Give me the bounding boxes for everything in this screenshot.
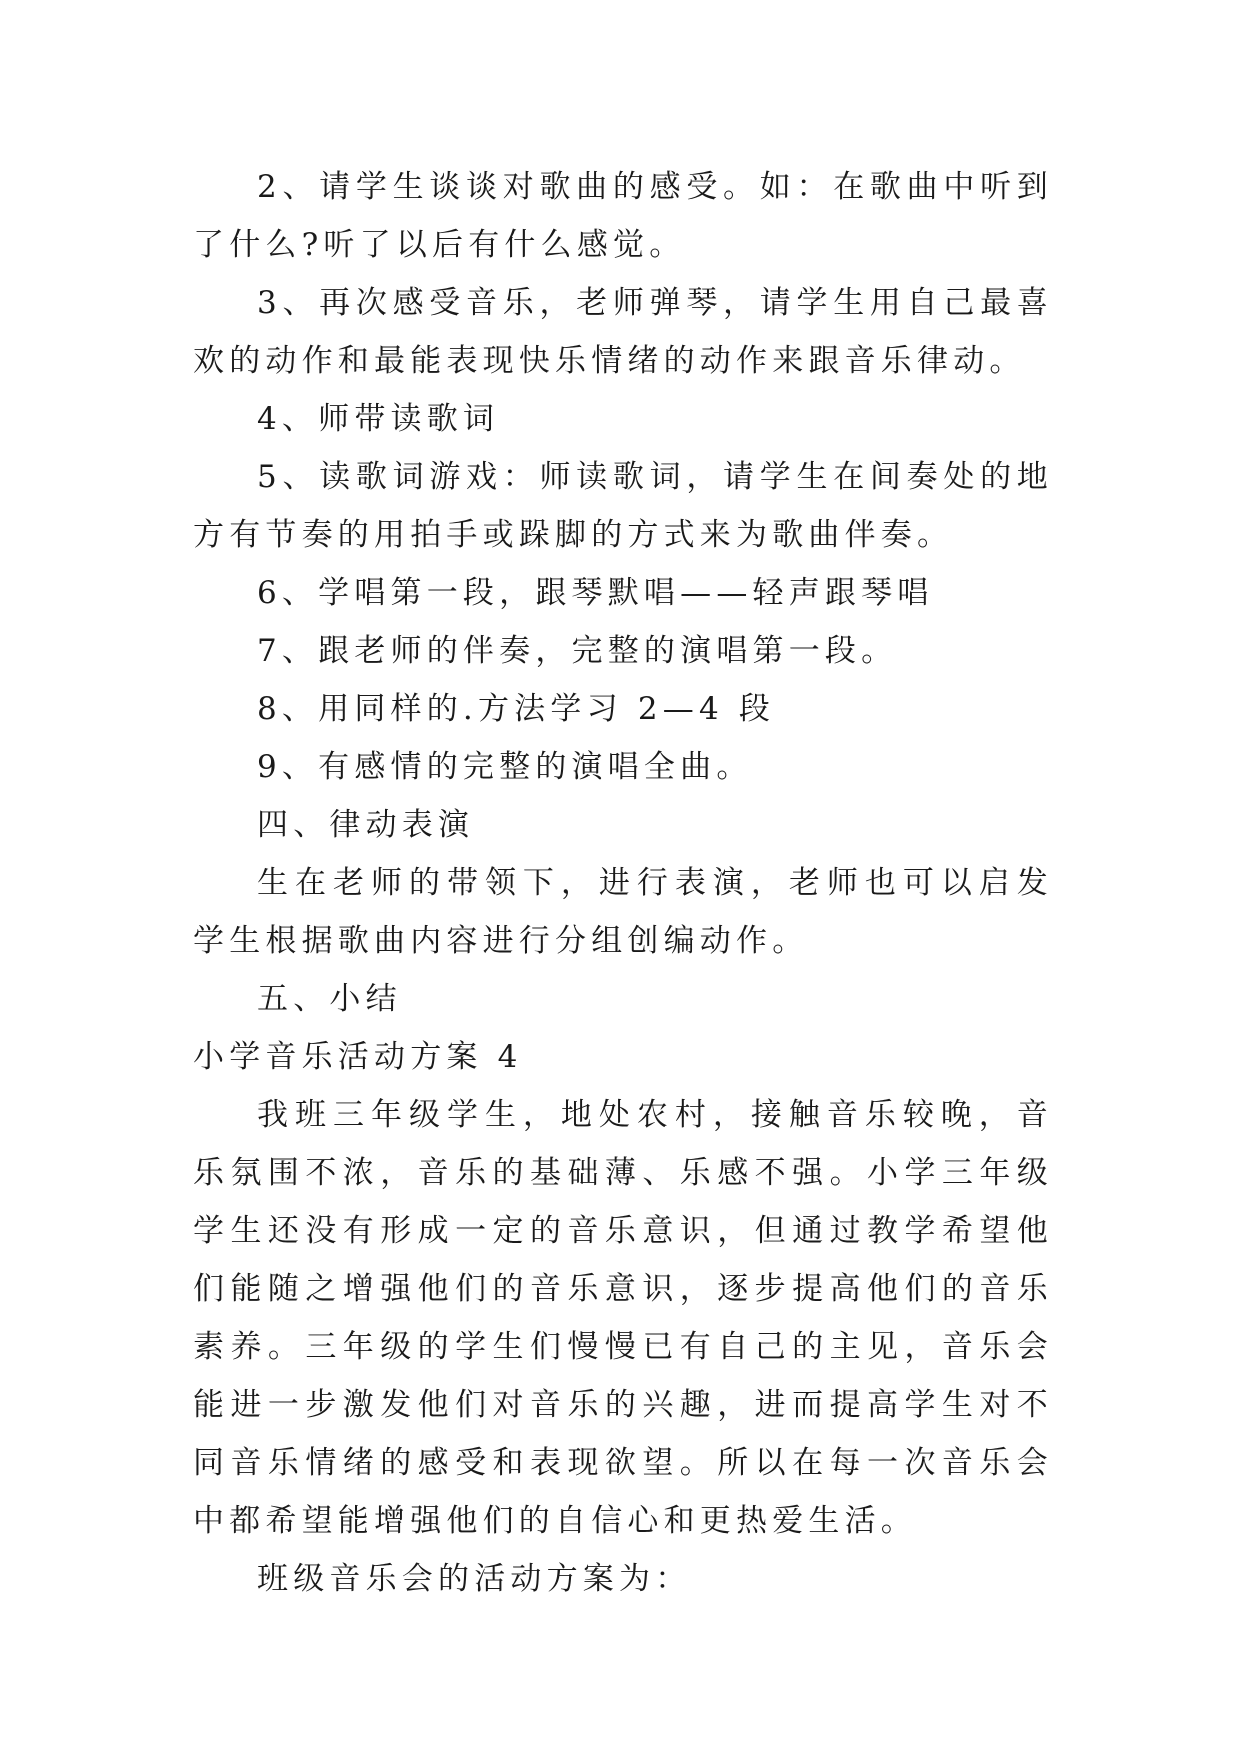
section-heading: 四、律动表演 [257, 807, 475, 843]
paragraph: 班级音乐会的活动方案为： [257, 1561, 692, 1597]
document-subtitle: 小学音乐活动方案 4 [193, 1039, 523, 1075]
paragraph: 9、有感情的完整的演唱全曲。 [257, 749, 753, 785]
document-body [193, 158, 1053, 1608]
paragraph: 8、用同样的.方法学习 2—4 段 [257, 691, 776, 727]
paragraph: 6、学唱第一段，跟琴默唱——轻声跟琴唱 [257, 575, 934, 611]
section-heading: 五、小结 [257, 981, 402, 1017]
paragraph: 我班三年级学生，地处农村，接触音乐较晚，音乐氛围不浓，音乐的基础薄、乐感不强。小学三年级学生还没有形成一定的音乐意识，但通过教学希望他们能随之增强他们的音乐意识，逐步提高他们的音乐素养。三年级的学生们慢慢已有自己的主见，音乐会能进一步激发他们对音乐的兴趣，进而提高学生对不同音乐情绪的感受和表现欲望。所以在每一次音乐会中都希望能增强他们的自信心和更热爱生活。 [193, 1097, 1053, 1539]
paragraph: 5、读歌词游戏：师读歌词，请学生在间奏处的地方有节奏的用拍手或跺脚的方式来为歌曲伴奏。 [193, 459, 1053, 553]
paragraph: 4、师带读歌词 [257, 401, 500, 437]
paragraph: 2、请学生谈谈对歌曲的感受。如：在歌曲中听到了什么?听了以后有什么感觉。 [193, 169, 1053, 263]
paragraph: 7、跟老师的伴奏，完整的演唱第一段。 [257, 633, 898, 669]
paragraph: 3、再次感受音乐，老师弹琴，请学生用自己最喜欢的动作和最能表现快乐情绪的动作来跟音乐律动。 [193, 285, 1053, 379]
paragraph: 生在老师的带领下，进行表演，老师也可以启发学生根据歌曲内容进行分组创编动作。 [193, 865, 1053, 959]
